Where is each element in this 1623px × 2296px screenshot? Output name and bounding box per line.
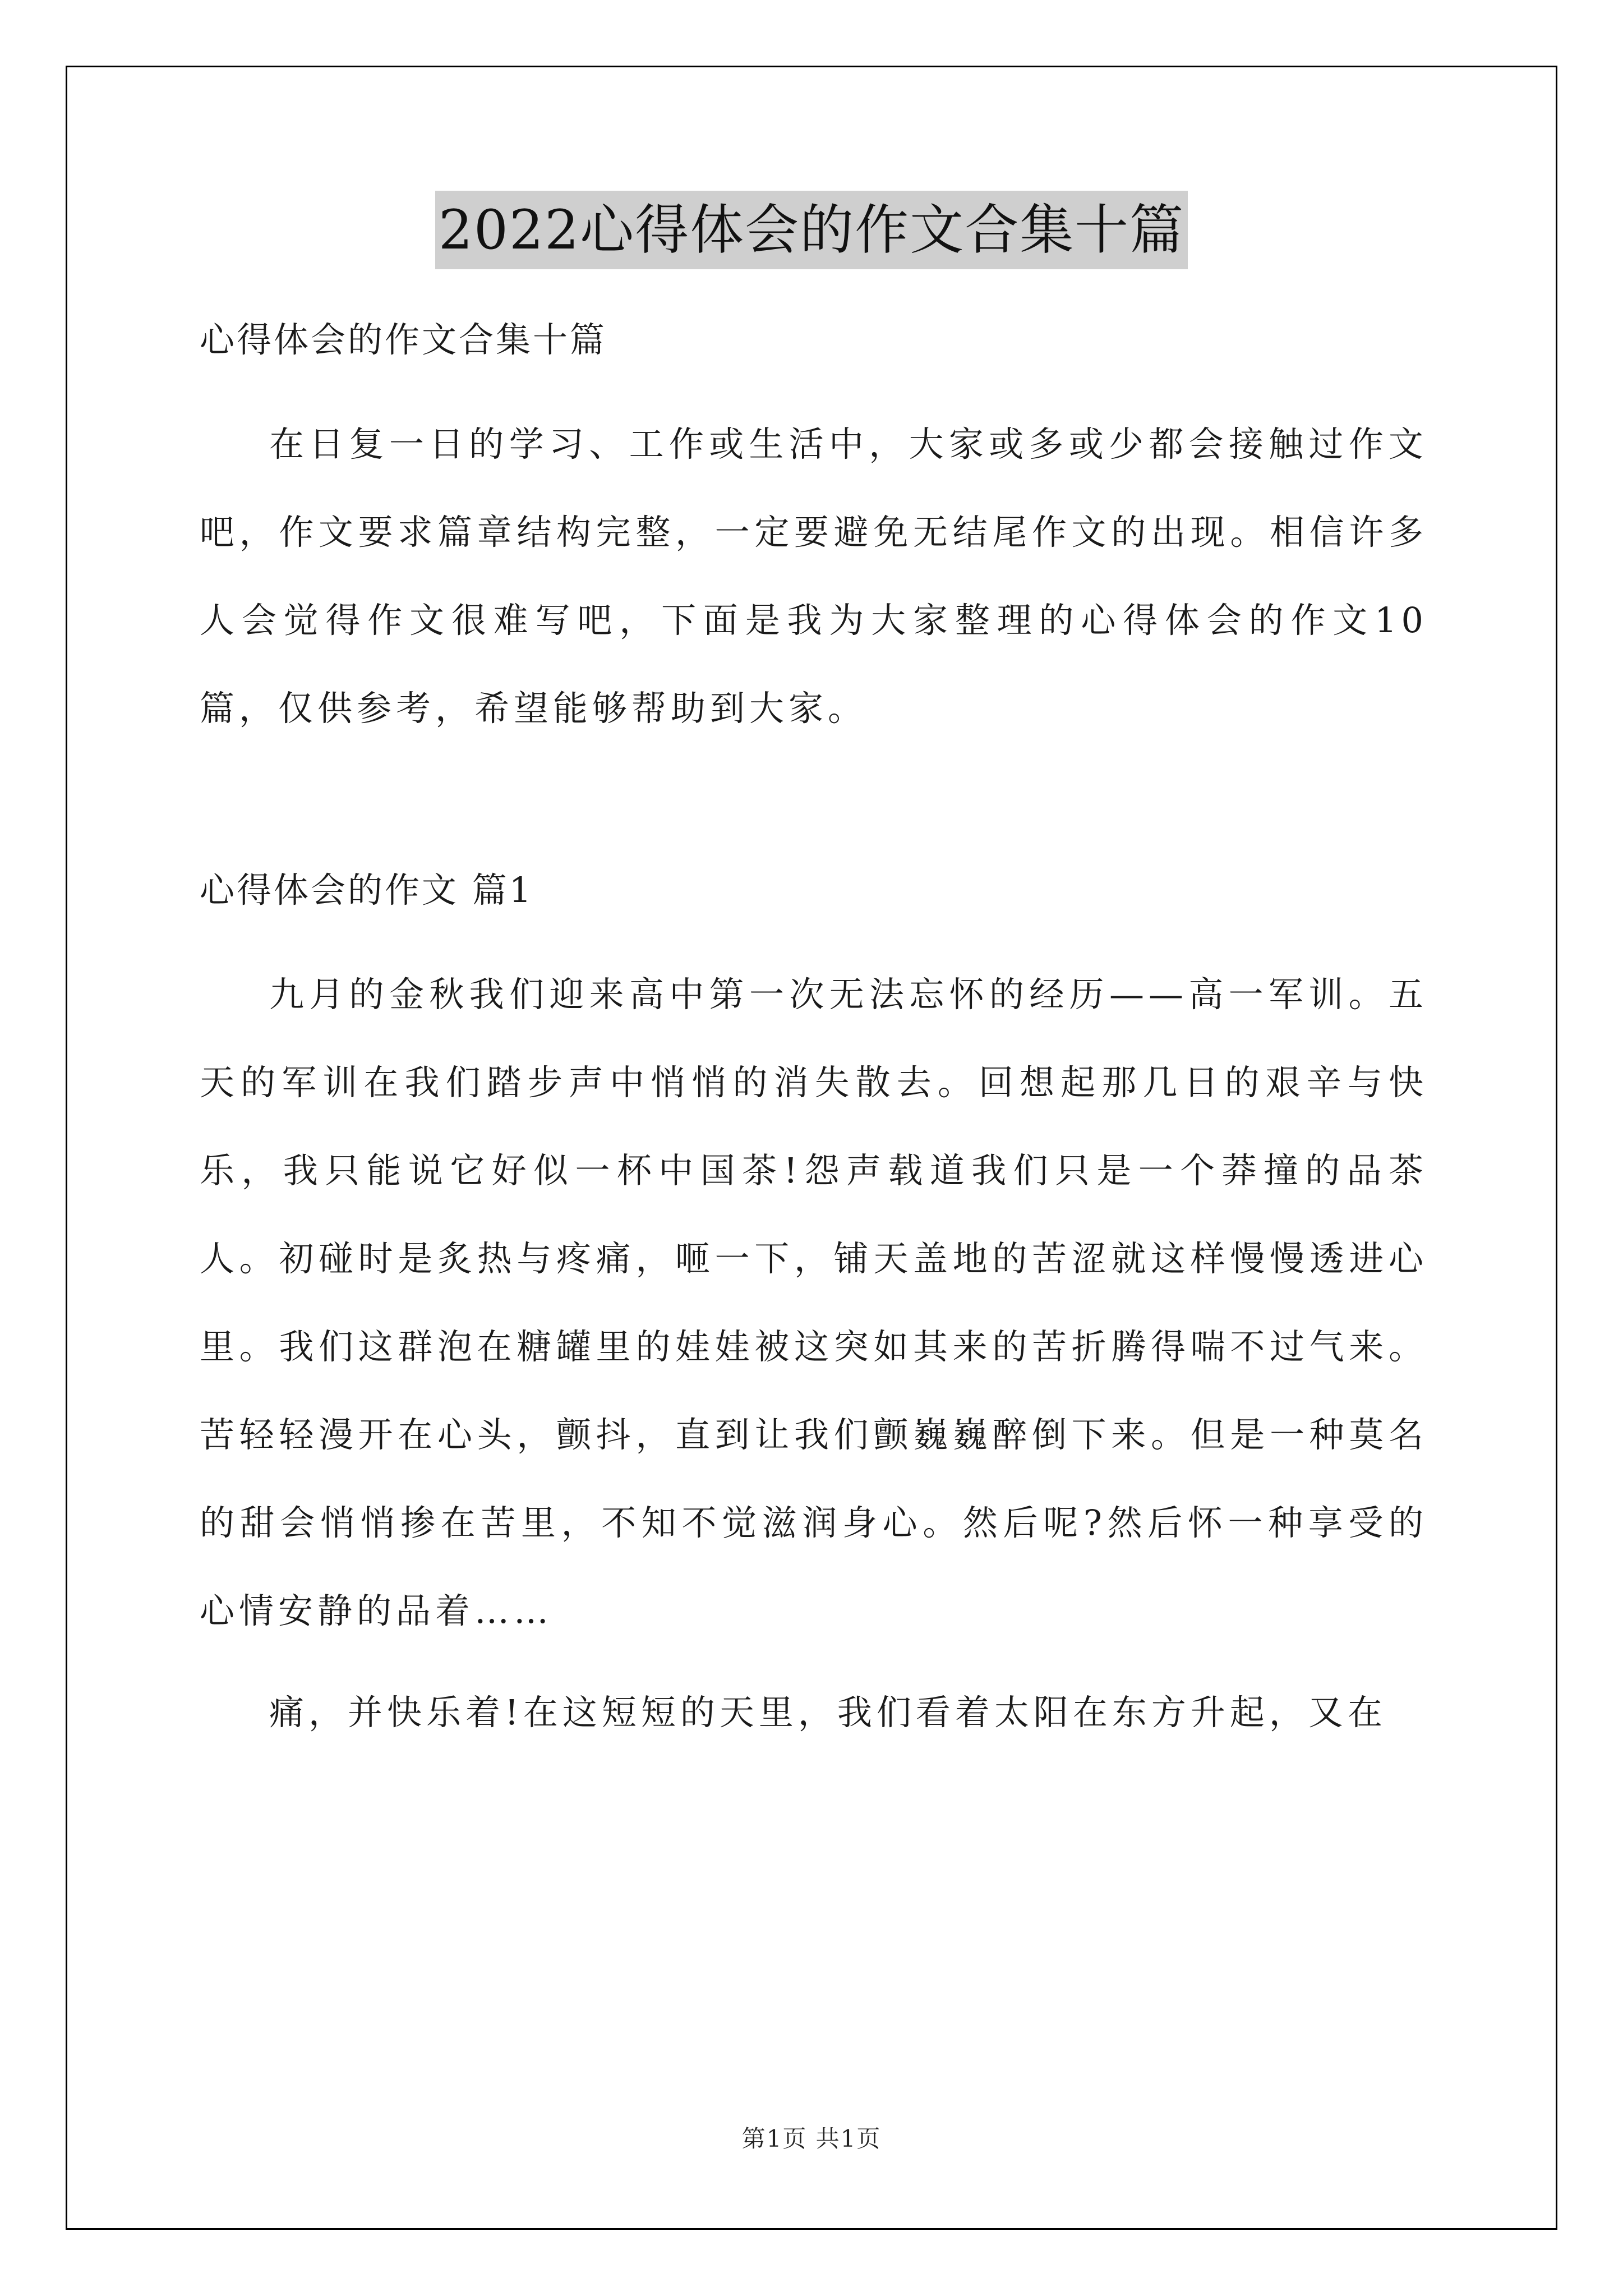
page-footer: 第1页 共1页 (741, 2125, 882, 2152)
body-paragraph-1: 九月的金秋我们迎来高中第一次无法忘怀的经历——高一军训。五天的军训在我们踏步声中悄悄的消失散去。回想起那几日的艰辛与快乐，我只能说它好似一杯中国茶!怨声载道我们只是一个莽撞的品茶人。初碰时是炙热与疼痛，咂一下，铺天盖地的苦涩就这样慢慢透进心里。我们这群泡在糖罐里的娃娃被这突如其来的苦折腾得喘不过气来。苦轻轻漫开在心头，颤抖，直到让我们颤巍巍醉倒下来。但是一种莫名的甜会悄悄掺在苦里，不知不觉滋润身心。然后呢?然后怀一种享受的心情安静的品着…… (200, 974, 1428, 1631)
section-heading: 心得体会的作文 篇1 (200, 869, 534, 910)
document-body (200, 303, 1428, 1756)
document-subtitle: 心得体会的作文合集十篇 (200, 319, 607, 360)
document-title: 2022心得体会的作文合集十篇 (435, 191, 1188, 269)
title-container (0, 191, 1623, 269)
intro-paragraph: 在日复一日的学习、工作或生活中，大家或多或少都会接触过作文吧，作文要求篇章结构完整，一定要避免无结尾作文的出现。相信许多人会觉得作文很难写吧，下面是我为大家整理的心得体会的作文10篇，仅供参考，希望能够帮助到大家。 (200, 424, 1428, 729)
section-spacer (200, 752, 1428, 853)
body-paragraph-2: 痛，并快乐着!在这短短的天里，我们看着太阳在东方升起，又在 (269, 1692, 1387, 1733)
